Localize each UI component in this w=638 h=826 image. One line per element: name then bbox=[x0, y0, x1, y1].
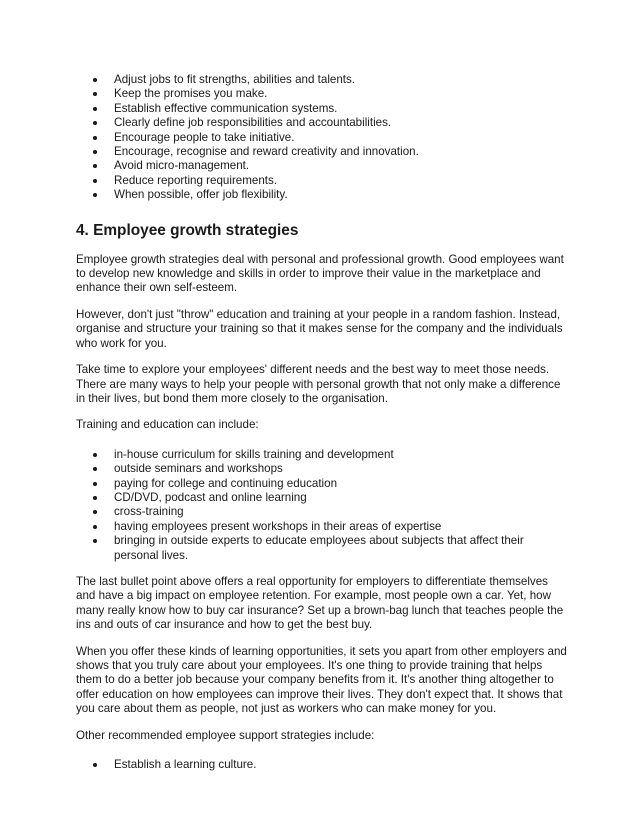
list-item: in-house curriculum for skills training and development bbox=[76, 448, 568, 462]
training-bullet-list bbox=[76, 448, 568, 563]
list-item: Avoid micro-management. bbox=[76, 159, 568, 173]
list-item: Adjust jobs to fit strengths, abilities and talents. bbox=[76, 73, 568, 87]
list-item: Keep the promises you make. bbox=[76, 87, 568, 101]
list-item: Reduce reporting requirements. bbox=[76, 174, 568, 188]
list-item: Establish a learning culture. bbox=[76, 758, 568, 772]
list-item: paying for college and continuing education bbox=[76, 477, 568, 491]
top-bullet-list bbox=[76, 73, 568, 203]
list-item: outside seminars and workshops bbox=[76, 462, 568, 476]
paragraph: The last bullet point above offers a real opportunity for employers to differentiate themselves and have a big impact on employee retention. For example, most people own a car. Yet, how many really know how to buy car insurance? Set up a brown-bag lunch that teaches people the ins and outs of car insurance and how to get the best buy. bbox=[76, 574, 564, 632]
paragraph: However, don't just "throw" education and training at your people in a random fashion. Instead, organise and structure your training so that it makes sense for the company and the individuals who work for you. bbox=[76, 307, 563, 350]
list-item: having employees present workshops in their areas of expertise bbox=[76, 520, 568, 534]
paragraph: Other recommended employee support strategies include: bbox=[76, 728, 375, 742]
list-item: When possible, offer job flexibility. bbox=[76, 188, 568, 202]
list-item: Clearly define job responsibilities and accountabilities. bbox=[76, 116, 568, 130]
list-item: CD/DVD, podcast and online learning bbox=[76, 491, 568, 505]
list-item: cross-training bbox=[76, 505, 568, 519]
support-bullet-list bbox=[76, 758, 568, 772]
paragraph: Training and education can include: bbox=[76, 418, 259, 432]
section-heading: 4. Employee growth strategies bbox=[76, 221, 299, 239]
list-item: bringing in outside experts to educate employees about subjects that affect their personal lives. bbox=[76, 534, 568, 563]
paragraph: Employee growth strategies deal with personal and professional growth. Good employees want to develop new knowledge and skills in order to improve their value in the marketplace and enhance their own self-esteem. bbox=[76, 252, 564, 295]
paragraph: Take time to explore your employees' different needs and the best way to meet those needs. There are many ways to help your people with personal growth that not only make a difference in their lives, but bond them more closely to the organisation. bbox=[76, 363, 561, 405]
paragraph: When you offer these kinds of learning opportunities, it sets you apart from other employers and shows that you truly care about your employees. It's one thing to provide training that helps them to do a better job because your company benefits from it. It's another thing altogether to offer education on how employees can improve their lives. They don't expect that. It shows that you care about them as people, not just as workers who can make money for you. bbox=[76, 644, 567, 716]
list-item: Encourage, recognise and reward creativity and innovation. bbox=[76, 145, 568, 159]
list-item: Establish effective communication systems. bbox=[76, 102, 568, 116]
list-item: Encourage people to take initiative. bbox=[76, 131, 568, 145]
